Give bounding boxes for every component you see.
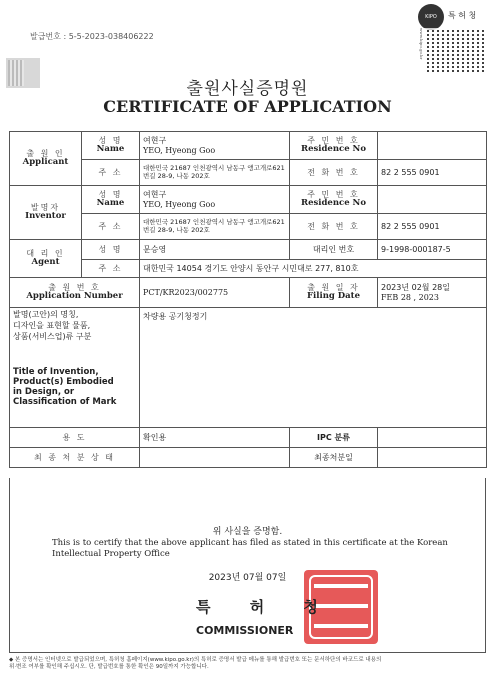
final-date: [378, 448, 487, 468]
final-status-label: 최 종 처 분 상 태: [10, 448, 140, 468]
applicant-label: 출 원 인 Applicant: [10, 132, 82, 186]
applicant-residence-label: 주 민 번 호 Residence No: [290, 132, 378, 160]
title-korean: 출원사실증명원: [186, 79, 309, 99]
inventor-address: 대한민국 21687 인천광역시 남동구 앵고개로621번길 28-9, 나동 202호: [140, 214, 290, 240]
qr-side-text: www.kipo.go.kr: [419, 28, 424, 60]
applicant-address: 대한민국 21687 인천광역시 남동구 앵고개로621번길 28-9, 나동 202호: [140, 160, 290, 186]
application-number-label: 출 원 번 호 Application Number: [10, 278, 140, 308]
inventor-name-label: 성 명 Name: [82, 186, 140, 214]
agent-address-label: 주 소: [82, 260, 140, 278]
usage-label: 용 도: [10, 428, 140, 448]
certify-date: 2023년 07월 07일: [208, 573, 287, 583]
applicant-phone: 82 2 555 0901: [378, 160, 487, 186]
agent-label: 대 리 인 Agent: [10, 240, 82, 278]
applicant-phone-label: 전 화 번 호: [290, 160, 378, 186]
inventor-residence-label: 주 민 번 호 Residence No: [290, 186, 378, 214]
qr-code-icon: [424, 28, 486, 72]
inventor-label: 발명자 Inventor: [10, 186, 82, 240]
inventor-address-label: 주 소: [82, 214, 140, 240]
applicant-name-label: 성 명 Name: [82, 132, 140, 160]
office-name-english: COMMISSIONER: [196, 624, 294, 637]
final-date-label: 최종처분일: [290, 448, 378, 468]
final-status: [140, 448, 290, 468]
kipo-logo-text: 특 허 청: [448, 11, 477, 20]
issue-number: 발급번호 : 5-5-2023-038406222: [30, 32, 154, 41]
invention-title: 차량용 공기청정기: [140, 308, 487, 428]
application-table: [9, 131, 487, 468]
applicant-name: 여현구 YEO, Hyeong Goo: [140, 132, 290, 160]
agent-code-label: 대리인 번호: [290, 240, 378, 260]
application-number: PCT/KR2023/002775: [140, 278, 290, 308]
ipc-label: IPC 분류: [290, 428, 378, 448]
agent-name: 문승영: [140, 240, 290, 260]
applicant-address-label: 주 소: [82, 160, 140, 186]
footer-notice: ◆ 본 증명서는 인터넷으로 발급되었으며, 특허청 홈페이지(www.kipo.go.kr)의 특허로 증명서 발급 메뉴를 통해 발급번호 또는 문서하단의 바코드로 내용의 위·변조 여부를 확인해 주십시오. 단, 발급번호를 통한 확인은 90일까지 가능합니다.: [9, 657, 382, 671]
inventor-phone: 82 2 555 0901: [378, 214, 487, 240]
title-english: CERTIFICATE OF APPLICATION: [103, 97, 392, 116]
inventor-name: 여현구 YEO, Hyeong Goo: [140, 186, 290, 214]
agent-name-label: 성 명: [82, 240, 140, 260]
ipc-value: [378, 428, 487, 448]
kipo-logo-icon: KIPO: [418, 4, 444, 30]
filing-date-label: 출 원 일 자 Filing Date: [290, 278, 378, 308]
filing-date: 2023년 02월 28일 FEB 28 , 2023: [378, 278, 487, 308]
agent-code: 9-1998-000187-5: [378, 240, 487, 260]
office-name-korean: 특 허 청: [196, 598, 335, 616]
usage-value: 확인용: [140, 428, 290, 448]
applicant-residence: [378, 132, 487, 160]
certify-korean: 위 사실을 증명함.: [212, 527, 283, 537]
invention-title-label: 발명(고안)의 명칭, 디자인을 표현할 물품, 상품(서비스업)류 구분 Title of Invention, Product(s) Embodied in Design, or Classification of Mark: [10, 308, 140, 428]
inventor-phone-label: 전 화 번 호: [290, 214, 378, 240]
agent-address: 대한민국 14054 경기도 안양시 동안구 시민대로 277, 810호: [140, 260, 487, 278]
inventor-residence: [378, 186, 487, 214]
certify-english: This is to certify that the above applicant has filed as stated in this certificate at the Korean Intellectual Property Office: [52, 538, 448, 560]
